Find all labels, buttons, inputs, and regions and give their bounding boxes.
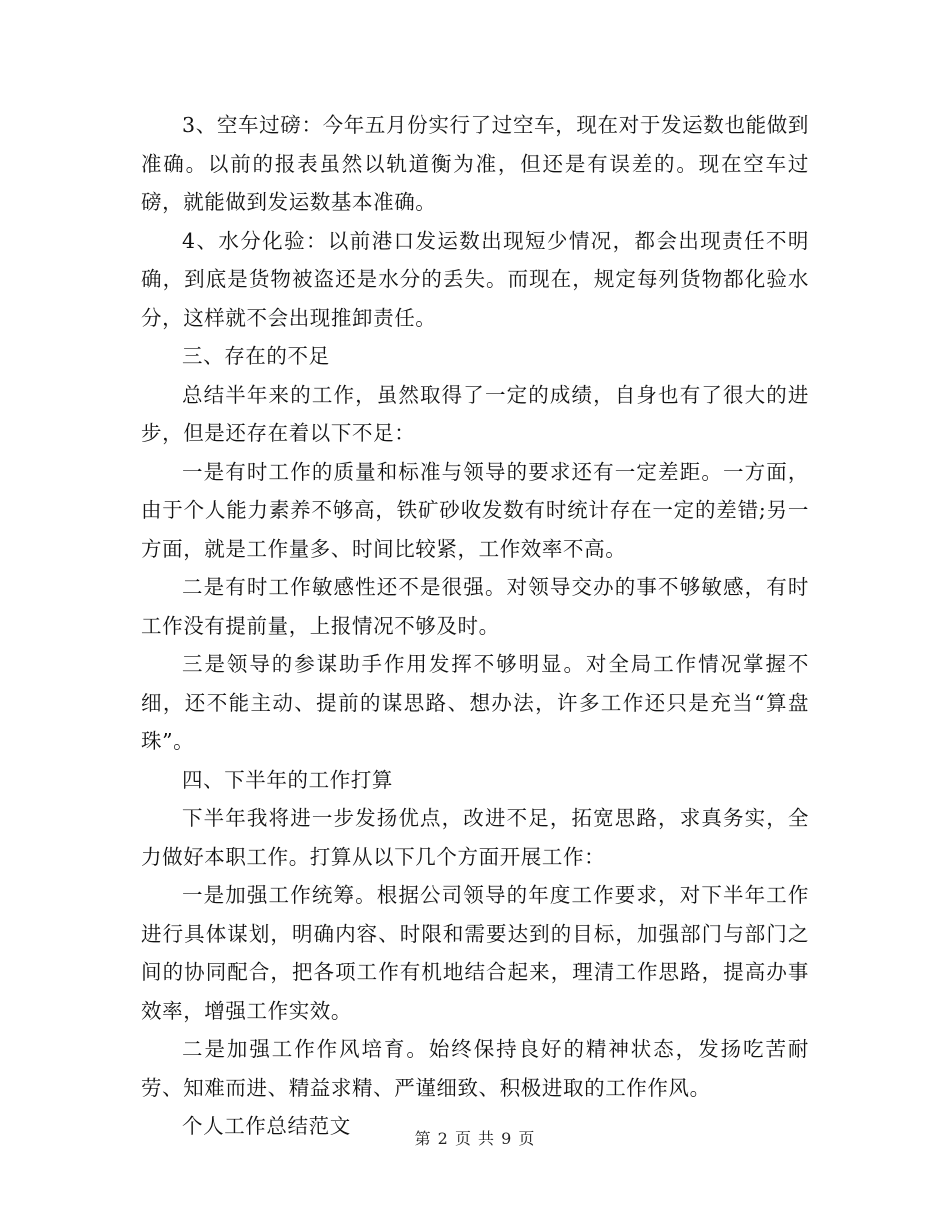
section-heading-sample: 个人工作总结范文 [182,1114,351,1138]
paragraph-plans-intro: 下半年我将进一步发扬优点，改进不足，拓宽思路，求真务实，全力做好本职工作。打算从以下几个方面开展工作： [141,806,809,869]
paragraph-plan-coordination: 一是加强工作统筹。根据公司领导的年度工作要求，对下半年工作进行具体谋划，明确内容、时限和需要达到的目标，加强部门与部门之间的协同配合，把各项工作有机地结合起来，理清工作思路，提高办事效率，增强工作实效。 [141,883,809,1023]
paragraph-empty-car-weighing: 3、空车过磅：今年五月份实行了过空车，现在对于发运数也能做到准确。以前的报表虽然以轨道衡为准，但还是有误差的。现在空车过磅，就能做到发运数基本准确。 [141,113,809,214]
page-number-footer: 第 2 页 共 9 页 [414,1129,536,1148]
document-body [141,106,809,1146]
paragraph-moisture-testing: 4、水分化验：以前港口发运数出现短少情况，都会出现责任不明确，到底是货物被盗还是水分的丢失。而现在，规定每列货物都化验水分，这样就不会出现推卸责任。 [141,228,809,330]
paragraph-shortcomings-intro: 总结半年来的工作，虽然取得了一定的成绩，自身也有了很大的进步，但是还存在着以下不足： [141,382,809,445]
paragraph-shortcoming-quality: 一是有时工作的质量和标准与领导的要求还有一定差距。一方面，由于个人能力素养不够高，铁矿砂收发数有时统计存在一定的差错;另一方面，就是工作量多、时间比较紧，工作效率不高。 [141,459,809,561]
section-heading-plans: 四、下半年的工作打算 [182,767,393,792]
paragraph-plan-work-style: 二是加强工作作风培育。始终保持良好的精神状态，发扬吃苦耐劳、知难而进、精益求精、严谨细致、积极进取的工作作风。 [141,1037,809,1100]
paragraph-shortcoming-sensitivity: 二是有时工作敏感性还不是很强。对领导交办的事不够敏感，有时工作没有提前量，上报情况不够及时。 [141,575,809,638]
section-heading-shortcomings: 三、存在的不足 [182,344,330,368]
paragraph-shortcoming-advisory: 三是领导的参谋助手作用发挥不够明显。对全局工作情况掌握不细，还不能主动、提前的谋思路、想办法，许多工作还只是充当“算盘珠”。 [141,652,809,753]
